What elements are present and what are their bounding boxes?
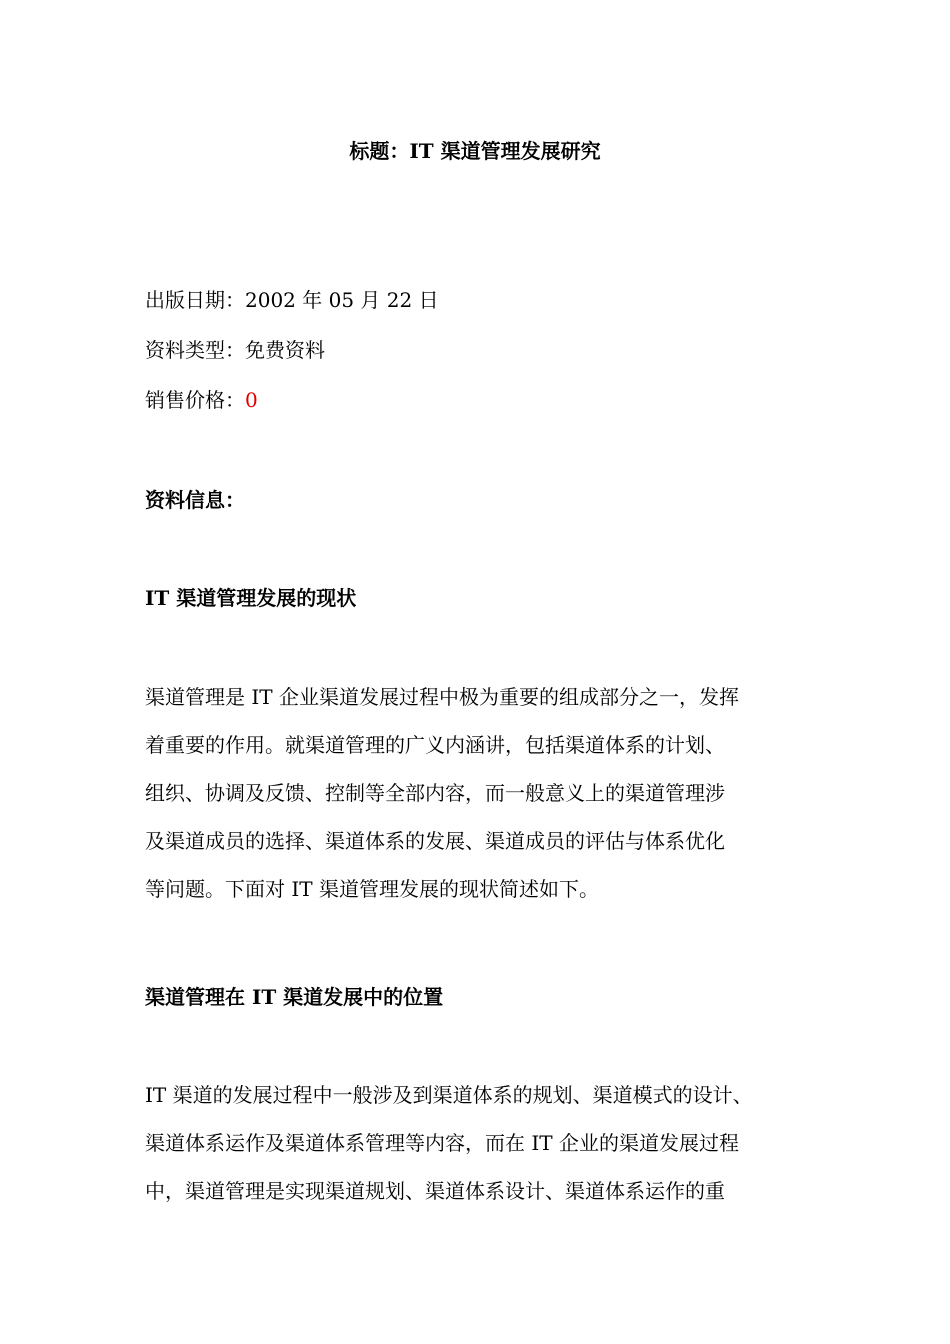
material-type-value: 免费资料 <box>245 338 325 362</box>
paragraph-line: IT 渠道的发展过程中一般涉及到渠道体系的规划、渠道模式的设计、 <box>145 1083 753 1107</box>
info-heading: 资料信息： <box>145 488 245 512</box>
price-label: 销售价格： <box>145 388 245 412</box>
paragraph-line: 着重要的作用。就渠道管理的广义内涵讲，包括渠道体系的计划、 <box>145 733 725 757</box>
section2-paragraph <box>145 1080 825 1224</box>
material-type-label: 资料类型： <box>145 338 245 362</box>
section1-heading: IT 渠道管理发展的现状 <box>145 586 357 610</box>
price-value: 0 <box>245 388 258 412</box>
section1-paragraph <box>145 682 825 922</box>
material-type-line <box>145 335 325 365</box>
section2-heading: 渠道管理在 IT 渠道发展中的位置 <box>145 985 444 1009</box>
paragraph-line: 及渠道成员的选择、渠道体系的发展、渠道成员的评估与体系优化 <box>145 829 725 853</box>
publish-date-value: 2002 年 05 月 22 日 <box>245 288 439 312</box>
paragraph-line: 中，渠道管理是实现渠道规划、渠道体系设计、渠道体系运作的重 <box>145 1179 725 1203</box>
paragraph-line: 组织、协调及反馈、控制等全部内容，而一般意义上的渠道管理涉 <box>145 781 725 805</box>
document-title: 标题：IT 渠道管理发展研究 <box>349 139 601 163</box>
paragraph-line: 渠道体系运作及渠道体系管理等内容，而在 IT 企业的渠道发展过程 <box>145 1131 739 1155</box>
publish-date-label: 出版日期： <box>145 288 245 312</box>
paragraph-line: 渠道管理是 IT 企业渠道发展过程中极为重要的组成部分之一，发挥 <box>145 685 739 709</box>
price-line <box>145 385 258 415</box>
publish-date-line <box>145 285 439 315</box>
paragraph-line: 等问题。下面对 IT 渠道管理发展的现状简述如下。 <box>145 877 599 901</box>
